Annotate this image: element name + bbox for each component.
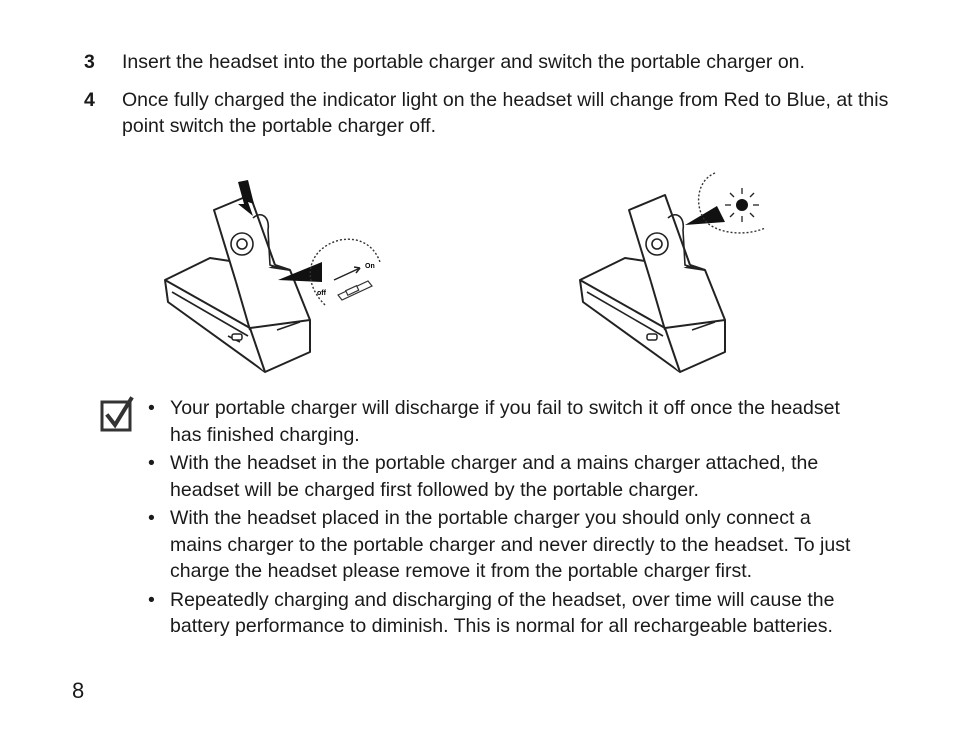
step-text: Insert the headset into the portable charger and switch the portable charger on.: [122, 51, 805, 73]
fully-charged-illustration: [565, 170, 775, 375]
note-text: Repeatedly charging and discharging of the headset, over time will cause the battery performance to diminish. This is normal for all rechargeable batteries.: [170, 588, 835, 637]
note-item: [148, 587, 868, 640]
note-text: With the headset placed in the portable charger you should only connect a mains charger to the portable charger and never directly to the headset. To just charge the headset please remove it from the portable charger first.: [170, 507, 851, 582]
indicator-light-icon: [725, 188, 759, 222]
notes-list: [148, 395, 868, 642]
bullet: •: [148, 397, 155, 419]
checkbox-note-icon: [100, 396, 134, 432]
insert-headset-illustration: [150, 170, 400, 375]
bullet: •: [148, 452, 155, 474]
step-text: Once fully charged the indicator light on the headset will change from Red to Blue, at this point switch the portable charger off.: [122, 89, 889, 137]
note-text: Your portable charger will discharge if you fail to switch it off once the headset has finished charging.: [170, 397, 840, 446]
note-item: [148, 395, 868, 448]
bullet: •: [148, 507, 155, 529]
note-item: [148, 505, 868, 585]
note-text: With the headset in the portable charger and a mains charger attached, the headset will be charged first followed by the portable charger.: [170, 452, 819, 501]
step-number: 4: [84, 89, 95, 111]
note-item: [148, 450, 868, 503]
page-number: 8: [72, 678, 85, 703]
step-number: 3: [84, 51, 95, 73]
bullet: •: [148, 588, 155, 611]
switch-on-label: On: [365, 263, 375, 270]
switch-off-label: off: [317, 290, 326, 297]
